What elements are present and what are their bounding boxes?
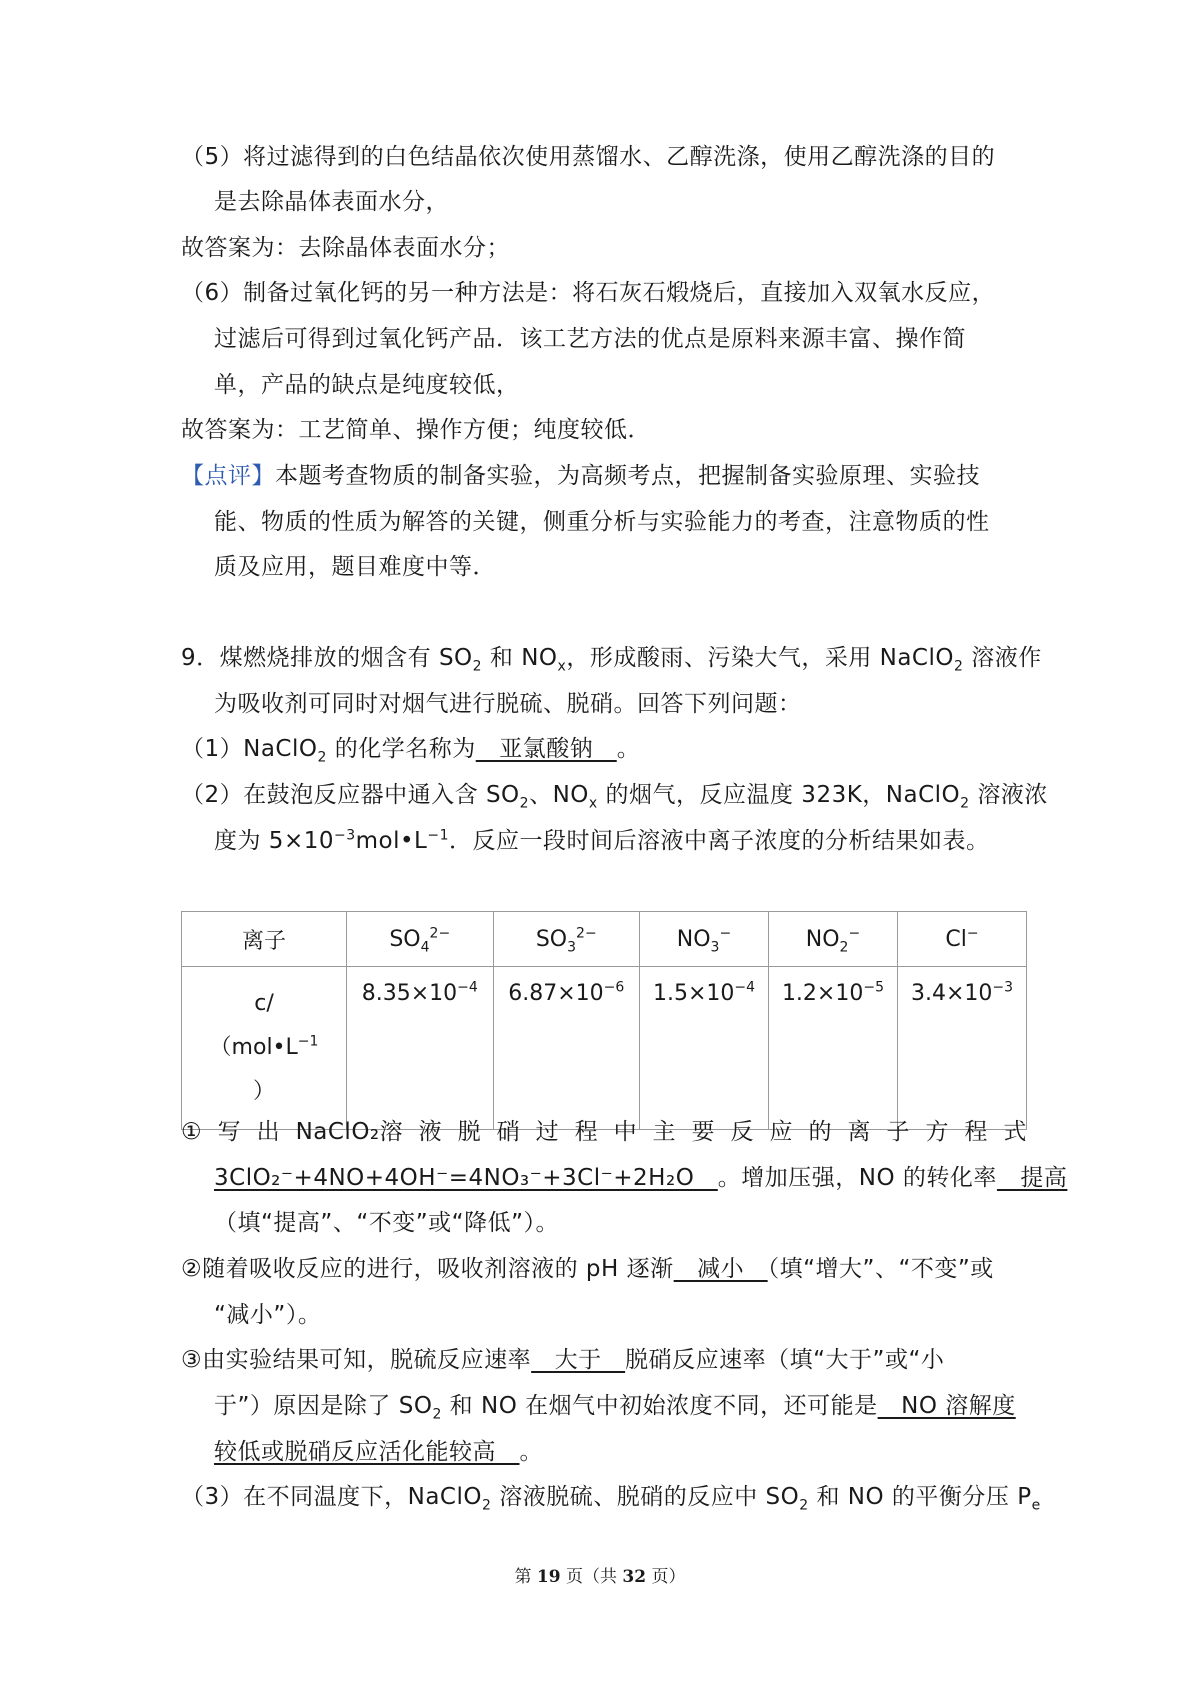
answer-blank-reason-cont: 较低或脱硝反应活化能较高 <box>214 1439 520 1465</box>
q9-sub2-a: （2）在鼓泡反应器中通入含 SO <box>181 782 520 808</box>
q9-sub2-line1: （2）在鼓泡反应器中通入含 $SO_2$、$NO_x$ 的烟气，反应温度 323K，NaClO$_2$ 溶液浓 <box>181 782 1048 812</box>
page-number: 19 <box>536 1567 561 1587</box>
c1-mid: 。增加压强，NO 的转化率 <box>717 1165 997 1191</box>
comment-text1: 本题考查物质的制备实验，为高频考点，把握制备实验原理、实验技 <box>275 463 980 489</box>
answer-blank-equation: 3ClO₂⁻+4NO+4OH⁻=4NO₃⁻+3Cl⁻+2H₂O <box>214 1165 718 1191</box>
q9-sub2-line2a: 度为 5×10 <box>214 828 334 854</box>
c1-line2 <box>214 1163 1067 1193</box>
answer-blank-reason: NO 溶解度 <box>877 1393 1016 1419</box>
table-header-cell: Cl− <box>897 912 1026 967</box>
table-value-cell: $1.5\times 10^{-4}$ <box>640 967 769 1130</box>
comment-label: 【点评】 <box>181 463 275 489</box>
answer-blank-ph: 减小 <box>673 1256 768 1282</box>
p6-line3: 单，产品的缺点是纯度较低， <box>214 372 520 398</box>
c3-line1: ③由实验结果可知，脱硫反应速率 大于 脱硝反应速率（填“大于”或“小 <box>181 1347 945 1373</box>
table-header-cell: $NO_2^-$ <box>768 912 897 967</box>
answer-blank-name: 亚氯酸钠 <box>475 736 617 762</box>
q9-sub2-d: 溶液浓 <box>977 782 1048 808</box>
table-header-cell: $SO_3^{2-}$ <box>493 912 640 967</box>
q9-line1: 9．煤燃烧排放的烟含有 $SO_2$ 和 $NO_x$，形成酸雨、污染大气，采用 NaClO$_2$ 溶液作 <box>181 645 1042 675</box>
table-unit-cell: c/ （$mol•L^{-1}$ ） <box>182 967 347 1130</box>
page-footer: 第 19 页（共 32 页） <box>514 1567 686 1587</box>
page-total: 32 <box>622 1567 647 1587</box>
q9-sub2-line2c: ．反应一段时间后溶液中离子浓度的分析结果如表。 <box>449 828 990 854</box>
q9-sub1-a: （1）NaClO <box>181 736 318 762</box>
table-value-cell: $3.4\times 10^{-3}$ <box>897 967 1026 1130</box>
table-header-cell: $SO_4^{2-}$ <box>347 912 494 967</box>
q9-sub1: （1）NaClO$_2$ 的化学名称为 亚氯酸钠 。 <box>181 736 641 766</box>
p6-line2: 过滤后可得到过氧化钙产品．该工艺方法的优点是原料来源丰富、操作简 <box>214 326 966 352</box>
table-header-cell: 离子 <box>182 912 347 967</box>
q9-sub2-b: 、NO <box>529 782 589 808</box>
p5-answer: 故答案为：去除晶体表面水分； <box>181 235 510 261</box>
q9-text-d: 溶液作 <box>971 645 1042 671</box>
q9-text-b: 和 NO <box>489 645 558 671</box>
q9-sub2-c: 的烟气，反应温度 323K，NaClO <box>605 782 961 808</box>
c2-line2: “减小”）。 <box>214 1302 322 1328</box>
p5-line1: （5）将过滤得到的白色结晶依次使用蒸馏水、乙醇洗涤，使用乙醇洗涤的目的 <box>181 144 996 170</box>
answer-blank-conversion: 提高 <box>996 1165 1068 1191</box>
table-header-row <box>182 912 1027 967</box>
table-value-cell: $1.2\times 10^{-5}$ <box>768 967 897 1130</box>
table-value-cell: $8.35\times 10^{-4}$ <box>347 967 494 1130</box>
q9-sub1-c: 。 <box>616 736 641 762</box>
c1-line1: ① 写 出 NaClO₂溶 液 脱 硝 过 程 中 主 要 反 应 的 离 子 方 程 式 <box>181 1119 1027 1145</box>
table-row <box>182 967 1027 1130</box>
q9-sub2-line2b: mol•L <box>355 828 428 854</box>
c3-line2: 于”）原因是除了 $SO_2$ 和 NO 在烟气中初始浓度不同，还可能是 NO 溶解度 <box>214 1393 1016 1423</box>
answer-blank-rate: 大于 <box>531 1347 626 1373</box>
c1-line3: （填“提高”、“不变”或“降低”）。 <box>214 1210 559 1236</box>
ion-concentration-table <box>181 911 1027 1130</box>
q9-line2: 为吸收剂可同时对烟气进行脱硫、脱硝。回答下列问题： <box>214 691 802 717</box>
p3-line1: （3）在不同温度下，NaClO$_2$ 溶液脱硫、脱硝的反应中 $SO_2$ 和 NO 的平衡分压 $P_e$ <box>181 1484 1041 1514</box>
p6-line1: （6）制备过氧化钙的另一种方法是：将石灰石煅烧后，直接加入双氧水反应， <box>181 280 996 306</box>
comment-line3: 质及应用，题目难度中等． <box>214 554 496 580</box>
q9-sub2-line2: 度为 $5\times 10^{-3}mol•L^{-1}$．反应一段时间后溶液中离子浓度的分析结果如表。 <box>214 827 990 854</box>
c2-line1: ②随着吸收反应的进行，吸收剂溶液的 pH 逐渐 减小 （填“增大”、“不变”或 <box>181 1256 994 1282</box>
p5-line2: 是去除晶体表面水分， <box>214 189 449 215</box>
p6-answer: 故答案为：工艺简单、操作方便；纯度较低． <box>181 417 651 443</box>
q9-text-c: ，形成酸雨、污染大气，采用 NaClO <box>566 645 954 671</box>
table-value-cell: $6.87\times 10^{-6}$ <box>493 967 640 1130</box>
comment-line1 <box>181 461 980 491</box>
table-header-cell: $NO_3^-$ <box>640 912 769 967</box>
c3-line3: 较低或脱硝反应活化能较高 。 <box>214 1439 543 1465</box>
q9-sub1-b: 的化学名称为 <box>334 736 476 762</box>
comment-line2: 能、物质的性质为解答的关键，侧重分析与实验能力的考查，注意物质的性 <box>214 509 990 535</box>
q9-text-a: 9．煤燃烧排放的烟含有 SO <box>181 645 473 671</box>
